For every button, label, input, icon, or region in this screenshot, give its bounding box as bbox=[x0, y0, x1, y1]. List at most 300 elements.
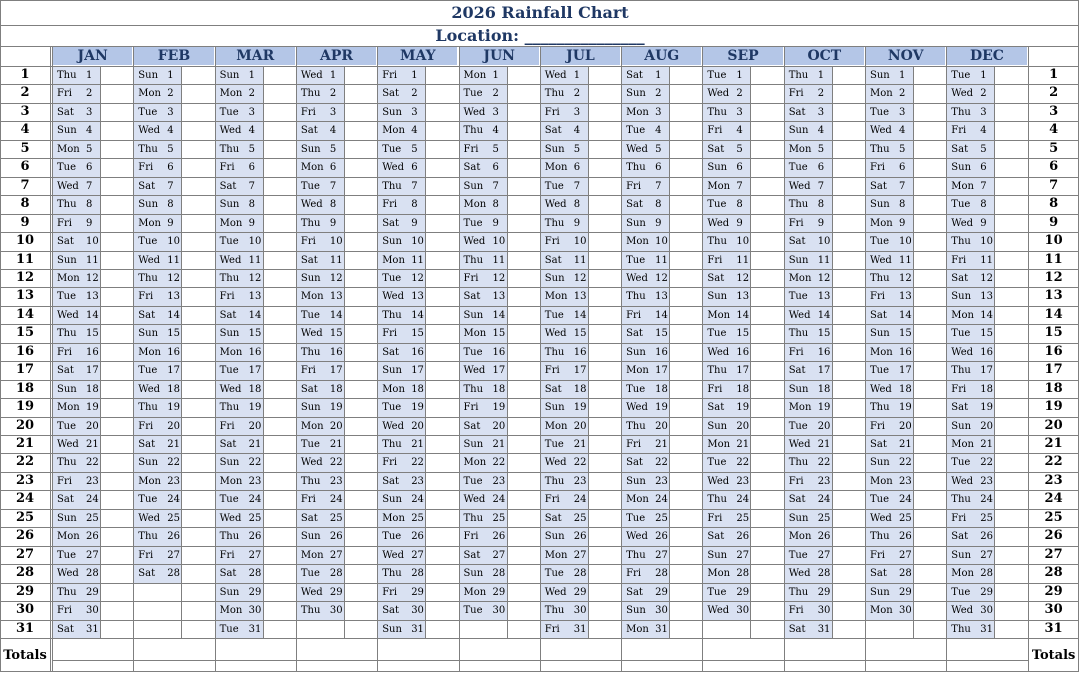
day-cell[interactable] bbox=[540, 144, 621, 158]
day-cell[interactable] bbox=[702, 70, 783, 84]
day-cell[interactable] bbox=[621, 310, 702, 324]
day-cell[interactable] bbox=[296, 162, 377, 176]
day-cell[interactable] bbox=[702, 255, 783, 269]
day-cell[interactable] bbox=[784, 402, 865, 416]
day-cell[interactable] bbox=[296, 107, 377, 121]
day-cell[interactable] bbox=[865, 181, 946, 195]
day-cell[interactable] bbox=[621, 421, 702, 435]
day-cell[interactable] bbox=[784, 273, 865, 287]
day-cell[interactable] bbox=[296, 125, 377, 139]
day-cell[interactable] bbox=[784, 218, 865, 232]
day-cell[interactable] bbox=[459, 531, 540, 545]
day-cell[interactable] bbox=[133, 125, 214, 139]
day-cell[interactable] bbox=[133, 457, 214, 471]
day-cell[interactable] bbox=[540, 384, 621, 398]
day-cell[interactable] bbox=[865, 513, 946, 527]
day-cell[interactable] bbox=[865, 605, 946, 619]
day-cell[interactable] bbox=[133, 384, 214, 398]
day-cell[interactable] bbox=[215, 162, 296, 176]
day-cell[interactable] bbox=[946, 568, 1027, 582]
day-cell[interactable] bbox=[865, 457, 946, 471]
day-cell[interactable] bbox=[296, 291, 377, 305]
day-cell[interactable] bbox=[296, 181, 377, 195]
day-cell[interactable] bbox=[296, 531, 377, 545]
day-cell[interactable] bbox=[946, 494, 1027, 508]
day-cell[interactable] bbox=[52, 88, 133, 102]
day-cell[interactable] bbox=[784, 162, 865, 176]
day-cell[interactable] bbox=[52, 199, 133, 213]
day-cell[interactable] bbox=[702, 328, 783, 342]
day-cell[interactable] bbox=[540, 365, 621, 379]
day-cell[interactable] bbox=[52, 605, 133, 619]
day-cell[interactable] bbox=[52, 587, 133, 601]
day-cell[interactable] bbox=[215, 494, 296, 508]
day-cell[interactable] bbox=[946, 88, 1027, 102]
day-cell[interactable] bbox=[702, 310, 783, 324]
day-cell[interactable] bbox=[133, 236, 214, 250]
day-cell[interactable] bbox=[702, 144, 783, 158]
day-cell[interactable] bbox=[296, 236, 377, 250]
day-cell[interactable] bbox=[215, 605, 296, 619]
day-cell[interactable] bbox=[540, 421, 621, 435]
day-cell[interactable] bbox=[215, 125, 296, 139]
day-cell[interactable] bbox=[540, 494, 621, 508]
day-cell[interactable] bbox=[459, 605, 540, 619]
day-cell[interactable] bbox=[702, 218, 783, 232]
day-cell[interactable] bbox=[133, 181, 214, 195]
day-cell[interactable] bbox=[865, 402, 946, 416]
day-cell[interactable] bbox=[459, 125, 540, 139]
day-cell[interactable] bbox=[215, 273, 296, 287]
day-cell[interactable] bbox=[621, 181, 702, 195]
day-cell[interactable] bbox=[621, 328, 702, 342]
day-cell[interactable] bbox=[215, 513, 296, 527]
day-cell[interactable] bbox=[621, 439, 702, 453]
day-cell[interactable] bbox=[52, 494, 133, 508]
day-cell[interactable] bbox=[621, 402, 702, 416]
day-cell[interactable] bbox=[459, 457, 540, 471]
day-cell[interactable] bbox=[377, 587, 458, 601]
day-cell[interactable] bbox=[459, 421, 540, 435]
day-cell[interactable] bbox=[540, 181, 621, 195]
day-cell[interactable] bbox=[133, 347, 214, 361]
day-cell[interactable] bbox=[540, 162, 621, 176]
day-cell[interactable] bbox=[784, 587, 865, 601]
day-cell[interactable] bbox=[52, 162, 133, 176]
day-cell[interactable] bbox=[946, 605, 1027, 619]
totals-cell-oct[interactable] bbox=[784, 638, 865, 671]
day-cell[interactable] bbox=[865, 550, 946, 564]
day-cell[interactable] bbox=[946, 273, 1027, 287]
day-cell[interactable] bbox=[215, 347, 296, 361]
day-cell[interactable] bbox=[52, 218, 133, 232]
day-cell[interactable] bbox=[621, 218, 702, 232]
day-cell[interactable] bbox=[784, 310, 865, 324]
day-cell[interactable] bbox=[52, 144, 133, 158]
day-cell[interactable] bbox=[784, 328, 865, 342]
day-cell[interactable] bbox=[865, 291, 946, 305]
day-cell[interactable] bbox=[377, 273, 458, 287]
day-cell[interactable] bbox=[377, 476, 458, 490]
totals-cell-jan[interactable] bbox=[52, 638, 133, 671]
day-cell[interactable] bbox=[459, 181, 540, 195]
day-cell[interactable] bbox=[946, 236, 1027, 250]
day-cell[interactable] bbox=[52, 107, 133, 121]
day-cell[interactable] bbox=[784, 255, 865, 269]
day-cell[interactable] bbox=[621, 384, 702, 398]
day-cell[interactable] bbox=[52, 384, 133, 398]
day-cell[interactable] bbox=[540, 236, 621, 250]
day-cell[interactable] bbox=[459, 476, 540, 490]
day-cell[interactable] bbox=[784, 88, 865, 102]
day-cell[interactable] bbox=[52, 181, 133, 195]
day-cell[interactable] bbox=[946, 439, 1027, 453]
day-cell[interactable] bbox=[784, 421, 865, 435]
day-cell[interactable] bbox=[702, 291, 783, 305]
day-cell[interactable] bbox=[865, 310, 946, 324]
day-cell[interactable] bbox=[296, 310, 377, 324]
day-cell[interactable] bbox=[784, 476, 865, 490]
day-cell[interactable] bbox=[702, 181, 783, 195]
day-cell[interactable] bbox=[946, 199, 1027, 213]
day-cell[interactable] bbox=[784, 291, 865, 305]
day-cell[interactable] bbox=[540, 531, 621, 545]
day-cell[interactable] bbox=[377, 402, 458, 416]
day-cell[interactable] bbox=[540, 328, 621, 342]
day-cell[interactable] bbox=[621, 255, 702, 269]
day-cell[interactable] bbox=[296, 365, 377, 379]
day-cell[interactable] bbox=[865, 162, 946, 176]
day-cell[interactable] bbox=[621, 587, 702, 601]
day-cell[interactable] bbox=[296, 328, 377, 342]
day-cell[interactable] bbox=[133, 107, 214, 121]
day-cell[interactable] bbox=[459, 568, 540, 582]
day-cell[interactable] bbox=[296, 144, 377, 158]
day-cell[interactable] bbox=[52, 125, 133, 139]
day-cell[interactable] bbox=[621, 568, 702, 582]
day-cell[interactable] bbox=[459, 365, 540, 379]
day-cell[interactable] bbox=[52, 347, 133, 361]
day-cell[interactable] bbox=[540, 70, 621, 84]
day-cell[interactable] bbox=[865, 568, 946, 582]
day-cell[interactable] bbox=[459, 199, 540, 213]
day-cell[interactable] bbox=[459, 162, 540, 176]
day-cell[interactable] bbox=[377, 70, 458, 84]
day-cell[interactable] bbox=[459, 236, 540, 250]
day-cell[interactable] bbox=[377, 457, 458, 471]
day-cell[interactable] bbox=[215, 439, 296, 453]
day-cell[interactable] bbox=[621, 531, 702, 545]
day-cell[interactable] bbox=[215, 107, 296, 121]
day-cell[interactable] bbox=[621, 365, 702, 379]
day-cell[interactable] bbox=[215, 402, 296, 416]
totals-cell-dec[interactable] bbox=[946, 638, 1027, 671]
day-cell[interactable] bbox=[377, 107, 458, 121]
location-field[interactable]: Location: _______________ bbox=[435, 26, 645, 45]
day-cell[interactable] bbox=[133, 218, 214, 232]
day-cell[interactable] bbox=[540, 273, 621, 287]
day-cell[interactable] bbox=[377, 550, 458, 564]
day-cell[interactable] bbox=[865, 255, 946, 269]
day-cell[interactable] bbox=[296, 568, 377, 582]
day-cell[interactable] bbox=[540, 587, 621, 601]
day-cell[interactable] bbox=[133, 421, 214, 435]
day-cell[interactable] bbox=[215, 70, 296, 84]
day-cell[interactable] bbox=[946, 162, 1027, 176]
day-cell[interactable] bbox=[702, 125, 783, 139]
day-cell[interactable] bbox=[540, 199, 621, 213]
day-cell[interactable] bbox=[946, 347, 1027, 361]
day-cell[interactable] bbox=[133, 328, 214, 342]
day-cell[interactable] bbox=[784, 624, 865, 638]
day-cell[interactable] bbox=[784, 236, 865, 250]
day-cell[interactable] bbox=[702, 162, 783, 176]
totals-cell-aug[interactable] bbox=[621, 638, 702, 671]
day-cell[interactable] bbox=[215, 181, 296, 195]
day-cell[interactable] bbox=[133, 402, 214, 416]
day-cell[interactable] bbox=[133, 162, 214, 176]
day-cell[interactable] bbox=[377, 568, 458, 582]
day-cell[interactable] bbox=[540, 125, 621, 139]
day-cell[interactable] bbox=[946, 255, 1027, 269]
day-cell[interactable] bbox=[215, 218, 296, 232]
day-cell[interactable] bbox=[377, 624, 458, 638]
day-cell[interactable] bbox=[702, 402, 783, 416]
day-cell[interactable] bbox=[215, 328, 296, 342]
day-cell[interactable] bbox=[865, 144, 946, 158]
day-cell[interactable] bbox=[296, 476, 377, 490]
day-cell[interactable] bbox=[946, 70, 1027, 84]
day-cell[interactable] bbox=[215, 255, 296, 269]
day-cell[interactable] bbox=[459, 255, 540, 269]
day-cell[interactable] bbox=[540, 513, 621, 527]
day-cell[interactable] bbox=[621, 624, 702, 638]
day-cell[interactable] bbox=[215, 624, 296, 638]
day-cell[interactable] bbox=[377, 125, 458, 139]
totals-cell-nov[interactable] bbox=[865, 638, 946, 671]
day-cell[interactable] bbox=[459, 513, 540, 527]
day-cell[interactable] bbox=[459, 439, 540, 453]
day-cell[interactable] bbox=[377, 328, 458, 342]
day-cell[interactable] bbox=[459, 70, 540, 84]
day-cell[interactable] bbox=[702, 587, 783, 601]
day-cell[interactable] bbox=[540, 291, 621, 305]
day-cell[interactable] bbox=[946, 365, 1027, 379]
day-cell[interactable] bbox=[52, 273, 133, 287]
day-cell[interactable] bbox=[621, 550, 702, 564]
day-cell[interactable] bbox=[52, 291, 133, 305]
day-cell[interactable] bbox=[702, 199, 783, 213]
day-cell[interactable] bbox=[215, 144, 296, 158]
day-cell[interactable] bbox=[133, 476, 214, 490]
day-cell[interactable] bbox=[377, 439, 458, 453]
day-cell[interactable] bbox=[215, 476, 296, 490]
day-cell[interactable] bbox=[52, 568, 133, 582]
day-cell[interactable] bbox=[865, 236, 946, 250]
day-cell[interactable] bbox=[784, 384, 865, 398]
day-cell[interactable] bbox=[621, 605, 702, 619]
day-cell[interactable] bbox=[702, 605, 783, 619]
day-cell[interactable] bbox=[865, 88, 946, 102]
day-cell[interactable] bbox=[133, 255, 214, 269]
day-cell[interactable] bbox=[52, 550, 133, 564]
day-cell[interactable] bbox=[621, 457, 702, 471]
day-cell[interactable] bbox=[865, 347, 946, 361]
day-cell[interactable] bbox=[865, 531, 946, 545]
day-cell[interactable] bbox=[702, 421, 783, 435]
day-cell[interactable] bbox=[215, 236, 296, 250]
day-cell[interactable] bbox=[459, 218, 540, 232]
day-cell[interactable] bbox=[377, 255, 458, 269]
day-cell[interactable] bbox=[946, 587, 1027, 601]
day-cell[interactable] bbox=[377, 218, 458, 232]
day-cell[interactable] bbox=[215, 88, 296, 102]
day-cell[interactable] bbox=[702, 88, 783, 102]
day-cell[interactable] bbox=[540, 218, 621, 232]
day-cell[interactable] bbox=[946, 107, 1027, 121]
day-cell[interactable] bbox=[621, 476, 702, 490]
day-cell[interactable] bbox=[52, 457, 133, 471]
day-cell[interactable] bbox=[52, 70, 133, 84]
day-cell[interactable] bbox=[621, 107, 702, 121]
day-cell[interactable] bbox=[865, 199, 946, 213]
day-cell[interactable] bbox=[377, 421, 458, 435]
day-cell[interactable] bbox=[215, 365, 296, 379]
day-cell[interactable] bbox=[377, 199, 458, 213]
day-cell[interactable] bbox=[215, 550, 296, 564]
day-cell[interactable] bbox=[52, 476, 133, 490]
day-cell[interactable] bbox=[296, 494, 377, 508]
day-cell[interactable] bbox=[377, 347, 458, 361]
day-cell[interactable] bbox=[133, 550, 214, 564]
day-cell[interactable] bbox=[946, 476, 1027, 490]
day-cell[interactable] bbox=[540, 347, 621, 361]
day-cell[interactable] bbox=[865, 70, 946, 84]
day-cell[interactable] bbox=[215, 587, 296, 601]
day-cell[interactable] bbox=[946, 624, 1027, 638]
day-cell[interactable] bbox=[296, 605, 377, 619]
day-cell[interactable] bbox=[946, 421, 1027, 435]
day-cell[interactable] bbox=[865, 587, 946, 601]
day-cell[interactable] bbox=[377, 144, 458, 158]
day-cell[interactable] bbox=[459, 291, 540, 305]
totals-cell-mar[interactable] bbox=[215, 638, 296, 671]
totals-cell-jun[interactable] bbox=[459, 638, 540, 671]
day-cell[interactable] bbox=[296, 70, 377, 84]
day-cell[interactable] bbox=[215, 568, 296, 582]
day-cell[interactable] bbox=[296, 199, 377, 213]
day-cell[interactable] bbox=[702, 568, 783, 582]
day-cell[interactable] bbox=[215, 199, 296, 213]
day-cell[interactable] bbox=[377, 494, 458, 508]
day-cell[interactable] bbox=[377, 310, 458, 324]
day-cell[interactable] bbox=[540, 310, 621, 324]
totals-cell-may[interactable] bbox=[377, 638, 458, 671]
day-cell[interactable] bbox=[377, 291, 458, 305]
day-cell[interactable] bbox=[133, 144, 214, 158]
day-cell[interactable] bbox=[702, 550, 783, 564]
day-cell[interactable] bbox=[702, 439, 783, 453]
day-cell[interactable] bbox=[784, 568, 865, 582]
day-cell[interactable] bbox=[133, 70, 214, 84]
totals-cell-jul[interactable] bbox=[540, 638, 621, 671]
day-cell[interactable] bbox=[784, 365, 865, 379]
day-cell[interactable] bbox=[621, 88, 702, 102]
day-cell[interactable] bbox=[133, 513, 214, 527]
day-cell[interactable] bbox=[784, 181, 865, 195]
day-cell[interactable] bbox=[784, 107, 865, 121]
day-cell[interactable] bbox=[459, 494, 540, 508]
day-cell[interactable] bbox=[946, 550, 1027, 564]
day-cell[interactable] bbox=[459, 310, 540, 324]
day-cell[interactable] bbox=[215, 531, 296, 545]
day-cell[interactable] bbox=[540, 88, 621, 102]
totals-cell-feb[interactable] bbox=[133, 638, 214, 671]
day-cell[interactable] bbox=[784, 513, 865, 527]
day-cell[interactable] bbox=[377, 513, 458, 527]
day-cell[interactable] bbox=[865, 365, 946, 379]
day-cell[interactable] bbox=[215, 310, 296, 324]
day-cell[interactable] bbox=[377, 181, 458, 195]
day-cell[interactable] bbox=[459, 384, 540, 398]
day-cell[interactable] bbox=[133, 568, 214, 582]
day-cell[interactable] bbox=[459, 328, 540, 342]
day-cell[interactable] bbox=[946, 531, 1027, 545]
day-cell[interactable] bbox=[540, 476, 621, 490]
day-cell[interactable] bbox=[865, 439, 946, 453]
day-cell[interactable] bbox=[296, 347, 377, 361]
day-cell[interactable] bbox=[296, 402, 377, 416]
day-cell[interactable] bbox=[296, 439, 377, 453]
day-cell[interactable] bbox=[52, 421, 133, 435]
day-cell[interactable] bbox=[52, 513, 133, 527]
day-cell[interactable] bbox=[133, 531, 214, 545]
day-cell[interactable] bbox=[133, 199, 214, 213]
day-cell[interactable] bbox=[702, 365, 783, 379]
day-cell[interactable] bbox=[946, 310, 1027, 324]
day-cell[interactable] bbox=[621, 291, 702, 305]
day-cell[interactable] bbox=[702, 531, 783, 545]
day-cell[interactable] bbox=[52, 328, 133, 342]
day-cell[interactable] bbox=[459, 550, 540, 564]
day-cell[interactable] bbox=[946, 384, 1027, 398]
day-cell[interactable] bbox=[377, 365, 458, 379]
day-cell[interactable] bbox=[540, 107, 621, 121]
day-cell[interactable] bbox=[946, 457, 1027, 471]
day-cell[interactable] bbox=[946, 125, 1027, 139]
day-cell[interactable] bbox=[784, 70, 865, 84]
day-cell[interactable] bbox=[865, 476, 946, 490]
day-cell[interactable] bbox=[784, 531, 865, 545]
day-cell[interactable] bbox=[702, 513, 783, 527]
day-cell[interactable] bbox=[296, 88, 377, 102]
day-cell[interactable] bbox=[133, 291, 214, 305]
day-cell[interactable] bbox=[702, 457, 783, 471]
day-cell[interactable] bbox=[702, 236, 783, 250]
day-cell[interactable] bbox=[215, 421, 296, 435]
day-cell[interactable] bbox=[865, 125, 946, 139]
totals-cell-sep[interactable] bbox=[702, 638, 783, 671]
day-cell[interactable] bbox=[946, 144, 1027, 158]
day-cell[interactable] bbox=[621, 494, 702, 508]
day-cell[interactable] bbox=[865, 494, 946, 508]
day-cell[interactable] bbox=[459, 88, 540, 102]
day-cell[interactable] bbox=[133, 365, 214, 379]
day-cell[interactable] bbox=[621, 125, 702, 139]
day-cell[interactable] bbox=[52, 531, 133, 545]
day-cell[interactable] bbox=[784, 605, 865, 619]
day-cell[interactable] bbox=[540, 255, 621, 269]
